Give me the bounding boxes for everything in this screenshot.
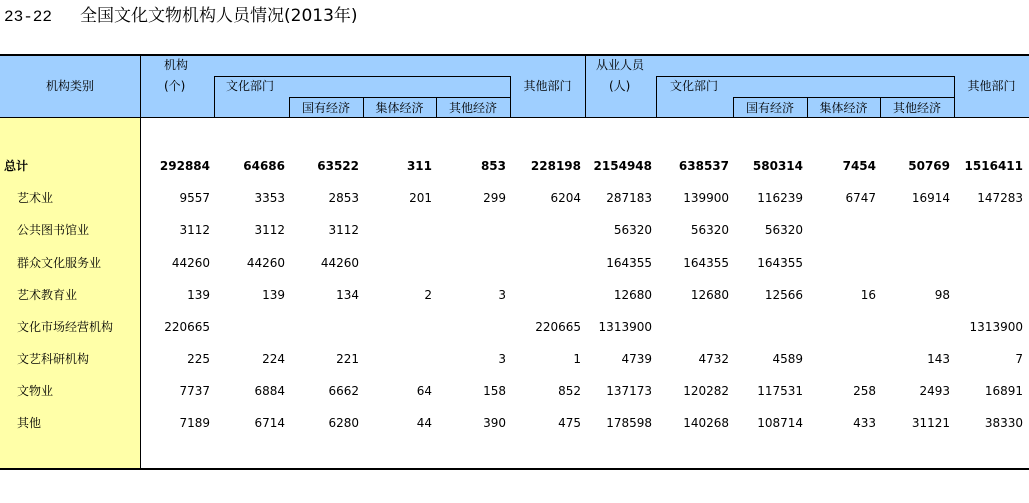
table-cell: 299 (483, 191, 506, 205)
table-cell: 221 (336, 352, 359, 366)
bottom-rule (0, 468, 1029, 470)
table-cell: 3 (498, 352, 506, 366)
table-cell: 201 (409, 191, 432, 205)
header-institutions-unit: (个) (164, 79, 186, 93)
table-cell: 7189 (179, 416, 210, 430)
table-cell: 7454 (842, 159, 876, 173)
table-cell: 390 (483, 416, 506, 430)
table-cell: 147283 (977, 191, 1023, 205)
table-cell: 178598 (606, 416, 652, 430)
table-cell: 287183 (606, 191, 652, 205)
row-label: 群众文化服务业 (17, 256, 102, 270)
table-cell: 16914 (911, 191, 950, 205)
table-cell: 116239 (757, 191, 803, 205)
table-cell: 139 (187, 288, 210, 302)
table-cell: 7737 (179, 384, 210, 398)
table-cell: 56320 (613, 223, 652, 237)
page-title (4, 4, 358, 28)
table-cell: 12680 (613, 288, 652, 302)
table-cell: 4732 (698, 352, 729, 366)
table-cell: 6884 (254, 384, 285, 398)
table-cell: 31121 (911, 416, 950, 430)
table-cell: 258 (853, 384, 876, 398)
header-rule-econ-1 (289, 97, 510, 98)
table-cell: 164355 (757, 256, 803, 270)
table-cell: 580314 (752, 159, 803, 173)
table-cell: 6662 (328, 384, 359, 398)
row-label: 文化市场经营机构 (17, 320, 114, 334)
table-cell: 64686 (243, 159, 285, 173)
table-cell: 44260 (246, 256, 285, 270)
table-cell: 9557 (179, 191, 210, 205)
table-cell: 158 (483, 384, 506, 398)
table-cell: 44260 (171, 256, 210, 270)
table-cell: 292884 (159, 159, 210, 173)
table-cell: 311 (406, 159, 432, 173)
table-cell: 220665 (535, 320, 581, 334)
header-rule-econ-2 (733, 97, 954, 98)
header-employees-unit: (人) (609, 79, 631, 93)
table-cell: 4739 (621, 352, 652, 366)
table-cell: 433 (853, 416, 876, 430)
table-cell: 1313900 (598, 320, 652, 334)
row-label: 总计 (4, 159, 29, 173)
table-cell: 2853 (328, 191, 359, 205)
header-culture-dept: 文化部门 (226, 79, 275, 93)
header-state-owned: 国有经济 (301, 101, 350, 115)
table-cell: 2 (424, 288, 432, 302)
table-cell: 134 (336, 288, 359, 302)
table-cell: 3112 (254, 223, 285, 237)
table-cell: 63522 (317, 159, 359, 173)
table-cell: 6280 (328, 416, 359, 430)
header-rule-culture-1 (214, 76, 510, 77)
header-culture-dept-2: 文化部门 (670, 79, 719, 93)
header-bottom-rule (0, 117, 1029, 118)
table-cell: 38330 (984, 416, 1023, 430)
table-cell: 44260 (320, 256, 359, 270)
row-label: 文艺科研机构 (17, 352, 90, 366)
row-label: 公共图书馆业 (17, 223, 90, 237)
header-divider (585, 55, 586, 117)
header-employees: 从业人员 (596, 58, 645, 72)
table-cell: 12566 (764, 288, 803, 302)
header-divider (214, 76, 215, 117)
table-cell: 139 (262, 288, 285, 302)
table-cell: 225 (187, 352, 210, 366)
table-cell: 1313900 (969, 320, 1023, 334)
table-cell: 1 (573, 352, 581, 366)
row-label: 文物业 (17, 384, 54, 398)
header-state-owned-2: 国有经济 (745, 101, 794, 115)
table-cell: 140268 (683, 416, 729, 430)
header-other-dept-2: 其他部门 (967, 79, 1016, 93)
table-cell: 475 (558, 416, 581, 430)
table-cell: 6714 (254, 416, 285, 430)
table-title: 全国文化文物机构人员情况(2013年) (80, 6, 358, 26)
table-cell: 2154948 (593, 159, 652, 173)
table-cell: 139900 (683, 191, 729, 205)
table-cell: 852 (558, 384, 581, 398)
row-label: 艺术业 (17, 191, 54, 205)
table-cell: 228198 (530, 159, 581, 173)
table-cell: 16891 (984, 384, 1023, 398)
table-cell: 853 (480, 159, 506, 173)
table-cell: 6747 (845, 191, 876, 205)
table-cell: 56320 (690, 223, 729, 237)
header-rule-culture-2 (656, 76, 954, 77)
header-row-category: 机构类别 (45, 79, 94, 93)
table-cell: 3112 (328, 223, 359, 237)
table-cell: 56320 (764, 223, 803, 237)
table-cell: 220665 (164, 320, 210, 334)
table-cell: 7 (1015, 352, 1023, 366)
table-cell: 117531 (757, 384, 803, 398)
table-cell: 120282 (683, 384, 729, 398)
table-cell: 638537 (678, 159, 729, 173)
table-cell: 164355 (606, 256, 652, 270)
row-label: 艺术教育业 (17, 288, 78, 302)
table-cell: 224 (262, 352, 285, 366)
table-cell: 16 (860, 288, 876, 302)
table-cell: 2493 (919, 384, 950, 398)
top-rule (0, 54, 1029, 56)
header-institutions: 机构 (164, 58, 189, 72)
table-cell: 1516411 (964, 159, 1023, 173)
table-cell: 143 (927, 352, 950, 366)
table-cell: 164355 (683, 256, 729, 270)
table-cell: 3 (498, 288, 506, 302)
table-cell: 137173 (606, 384, 652, 398)
header-divider (656, 76, 657, 117)
table-cell: 3112 (179, 223, 210, 237)
table-cell: 98 (934, 288, 950, 302)
table-cell: 50769 (908, 159, 950, 173)
header-other-econ: 其他经济 (448, 101, 497, 115)
table-cell: 44 (416, 416, 432, 430)
header-collective: 集体经济 (375, 101, 424, 115)
table-cell: 64 (416, 384, 432, 398)
table-cell: 4589 (772, 352, 803, 366)
header-other-econ-2: 其他经济 (892, 101, 941, 115)
row-label: 其他 (17, 416, 42, 430)
table-cell: 6204 (550, 191, 581, 205)
table-cell: 108714 (757, 416, 803, 430)
header-collective-2: 集体经济 (819, 101, 868, 115)
table-number: 23-22 (4, 8, 53, 26)
table-cell: 12680 (690, 288, 729, 302)
header-other-dept: 其他部门 (523, 79, 572, 93)
table-cell: 3353 (254, 191, 285, 205)
